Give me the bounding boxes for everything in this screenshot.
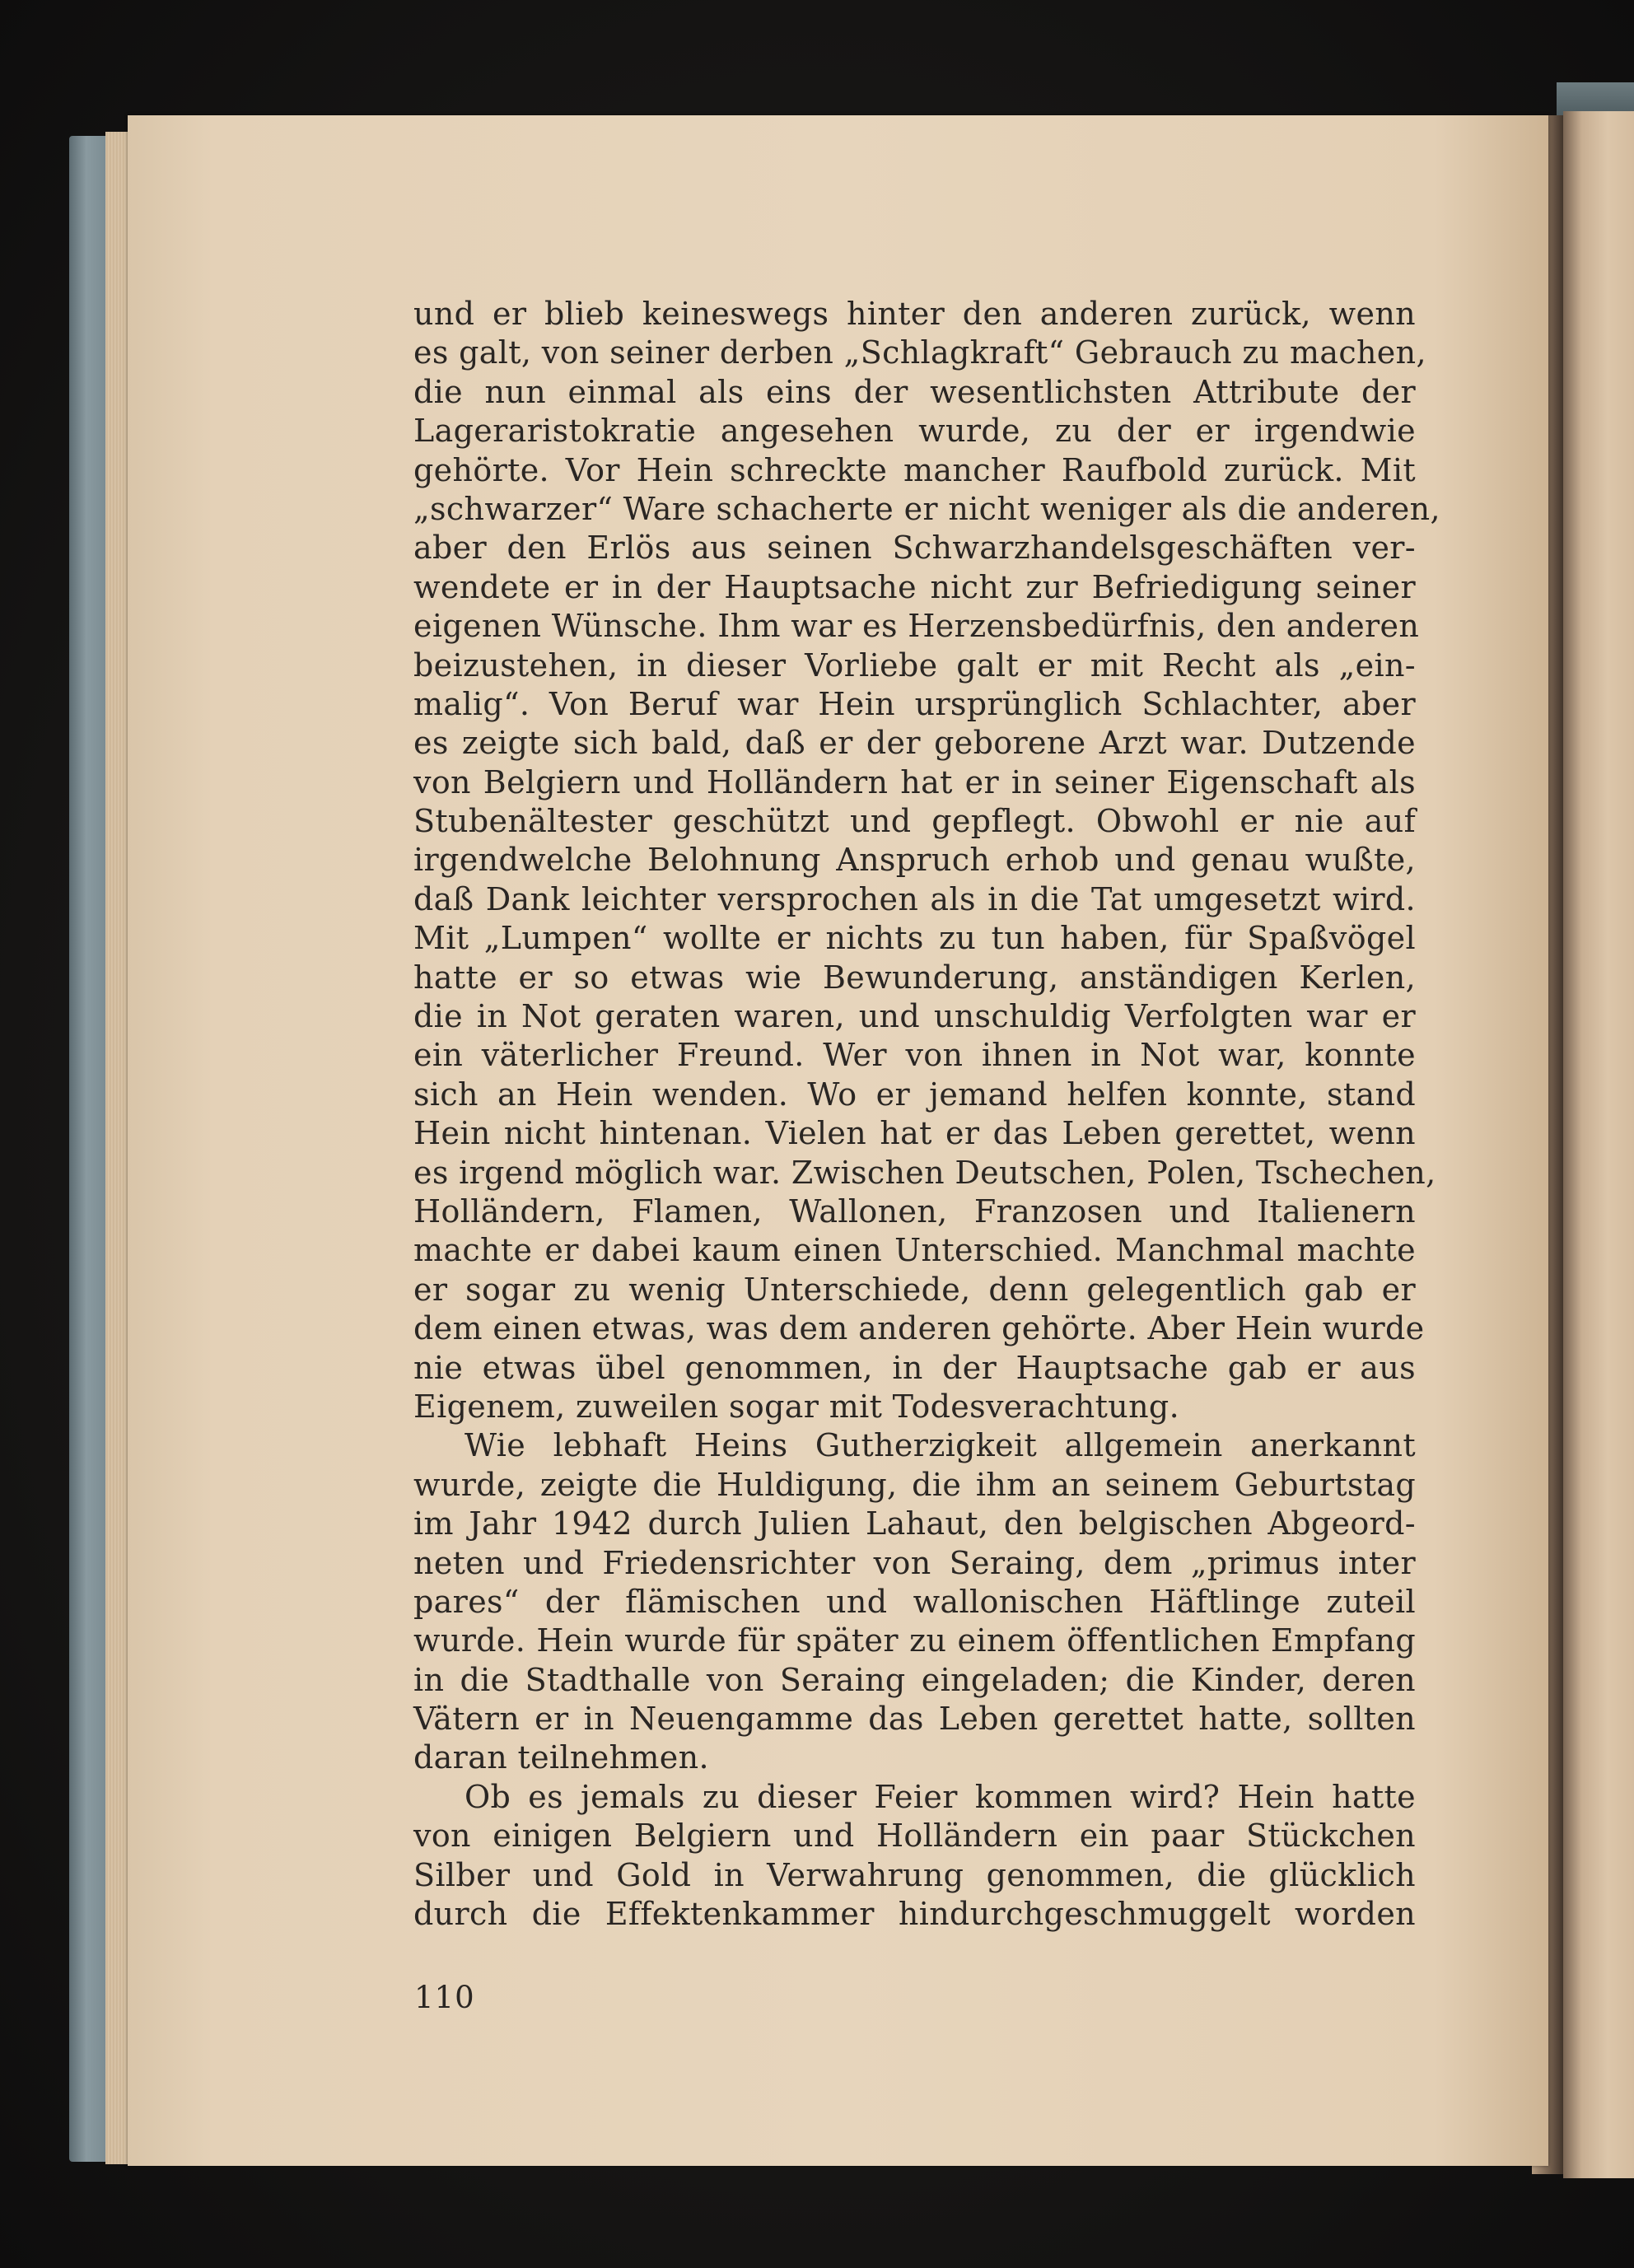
text-line: irgendwelche Belohnung Anspruch erhob und genau wußte, (413, 842, 1416, 879)
text-line: von Belgiern und Holländern hat er in seiner Eigenschaft als (413, 763, 1416, 800)
text-line: Stubenältester geschützt und gepflegt. Obwohl er nie auf (413, 803, 1416, 840)
text-line: es zeigte sich bald, daß er der geborene Arzt war. Dutzende (413, 725, 1416, 762)
text-line: neten und Friedensrichter von Seraing, dem „primus inter (413, 1544, 1416, 1581)
text-line: es irgend möglich war. Zwischen Deutschen, Polen, Tschechen, (413, 1154, 1436, 1191)
text-line: er sogar zu wenig Unterschiede, denn gelegentlich gab er (413, 1271, 1416, 1308)
text-line: nie etwas übel genommen, in der Hauptsache gab er aus (413, 1349, 1416, 1386)
text-line: sich an Hein wenden. Wo er jemand helfen konnte, stand (413, 1076, 1416, 1113)
text-line: in die Stadthalle von Seraing eingeladen; die Kinder, deren (413, 1661, 1416, 1698)
text-line: gehörte. Vor Hein schreckte mancher Raufbold zurück. Mit (413, 451, 1416, 488)
text-line: ein väterlicher Freund. Wer von ihnen in Not war, konnte (413, 1037, 1416, 1074)
text-line: wurde, zeigte die Huldigung, die ihm an seinem Geburtstag (413, 1466, 1416, 1503)
text-line: und er blieb keineswegs hinter den anderen zurück, wenn (413, 296, 1416, 332)
text-line: Holländern, Flamen, Wallonen, Franzosen und Italienern (413, 1192, 1416, 1230)
text-line: beizustehen, in dieser Vorliebe galt er mit Recht als „ein- (413, 646, 1416, 684)
text-line: Hein nicht hintenan. Vielen hat er das Leben gerettet, wenn (413, 1115, 1416, 1152)
text-line: im Jahr 1942 durch Julien Lahaut, den belgischen Abgeord- (413, 1505, 1416, 1542)
page-number: 110 (414, 1980, 475, 2015)
text-line: pares“ der flämischen und wallonischen Häftlinge zuteil (413, 1583, 1416, 1620)
text-line: eigenen Wünsche. Ihm war es Herzensbedürfnis, den anderen (413, 608, 1420, 645)
text-line: wurde. Hein wurde für später zu einem öffentlichen Empfang (413, 1622, 1416, 1659)
text-line: malig“. Von Beruf war Hein ursprünglich Schlachter, aber (413, 685, 1416, 722)
paragraph-start-line: Ob es jemals zu dieser Feier kommen wird? Hein hatte (465, 1778, 1416, 1815)
page-stack-edge (105, 132, 130, 2164)
page-text (413, 295, 1440, 1934)
text-line: daß Dank leichter versprochen als in die Tat umgesetzt wird. (413, 880, 1416, 917)
text-line: die nun einmal als eins der wesentlichsten Attribute der (413, 373, 1416, 410)
text-line: aber den Erlös aus seinen Schwarzhandelsgeschäften ver- (413, 530, 1416, 567)
text-line: durch die Effektenkammer hindurchgeschmuggelt worden (413, 1896, 1416, 1933)
text-line: hatte er so etwas wie Bewunderung, anständigen Kerlen, (413, 959, 1416, 996)
text-line: Silber und Gold in Verwahrung genommen, die glücklich (413, 1856, 1416, 1893)
paragraph-end-line: Eigenem, zuweilen sogar mit Todesverachtung. (413, 1388, 1179, 1425)
text-line: Lageraristokratie angesehen wurde, zu der er irgendwie (413, 413, 1416, 450)
text-line: es galt, von seiner derben „Schlagkraft“ Gebrauch zu machen, (413, 334, 1426, 371)
facing-page-edge (1563, 111, 1634, 2178)
text-line: Mit „Lumpen“ wollte er nichts zu tun haben, für Spaßvögel (413, 920, 1416, 957)
text-line: machte er dabei kaum einen Unterschied. Manchmal machte (413, 1232, 1416, 1269)
text-line: dem einen etwas, was dem anderen gehörte. Aber Hein wurde (413, 1310, 1425, 1347)
paragraph-start-line: Wie lebhaft Heins Gutherzigkeit allgemein anerkannt (465, 1427, 1416, 1464)
text-line: Vätern er in Neuengamme das Leben gerettet hatte, sollten (413, 1701, 1416, 1738)
text-line: von einigen Belgiern und Holländern ein paar Stückchen (413, 1818, 1416, 1855)
paragraph-end-line: daran teilnehmen. (413, 1739, 709, 1776)
text-line: die in Not geraten waren, und unschuldig Verfolgten war er (413, 998, 1416, 1035)
text-line: „schwarzer“ Ware schacherte er nicht weniger als die anderen, (413, 490, 1440, 527)
text-line: wendete er in der Hauptsache nicht zur Befriedigung seiner (413, 568, 1416, 605)
